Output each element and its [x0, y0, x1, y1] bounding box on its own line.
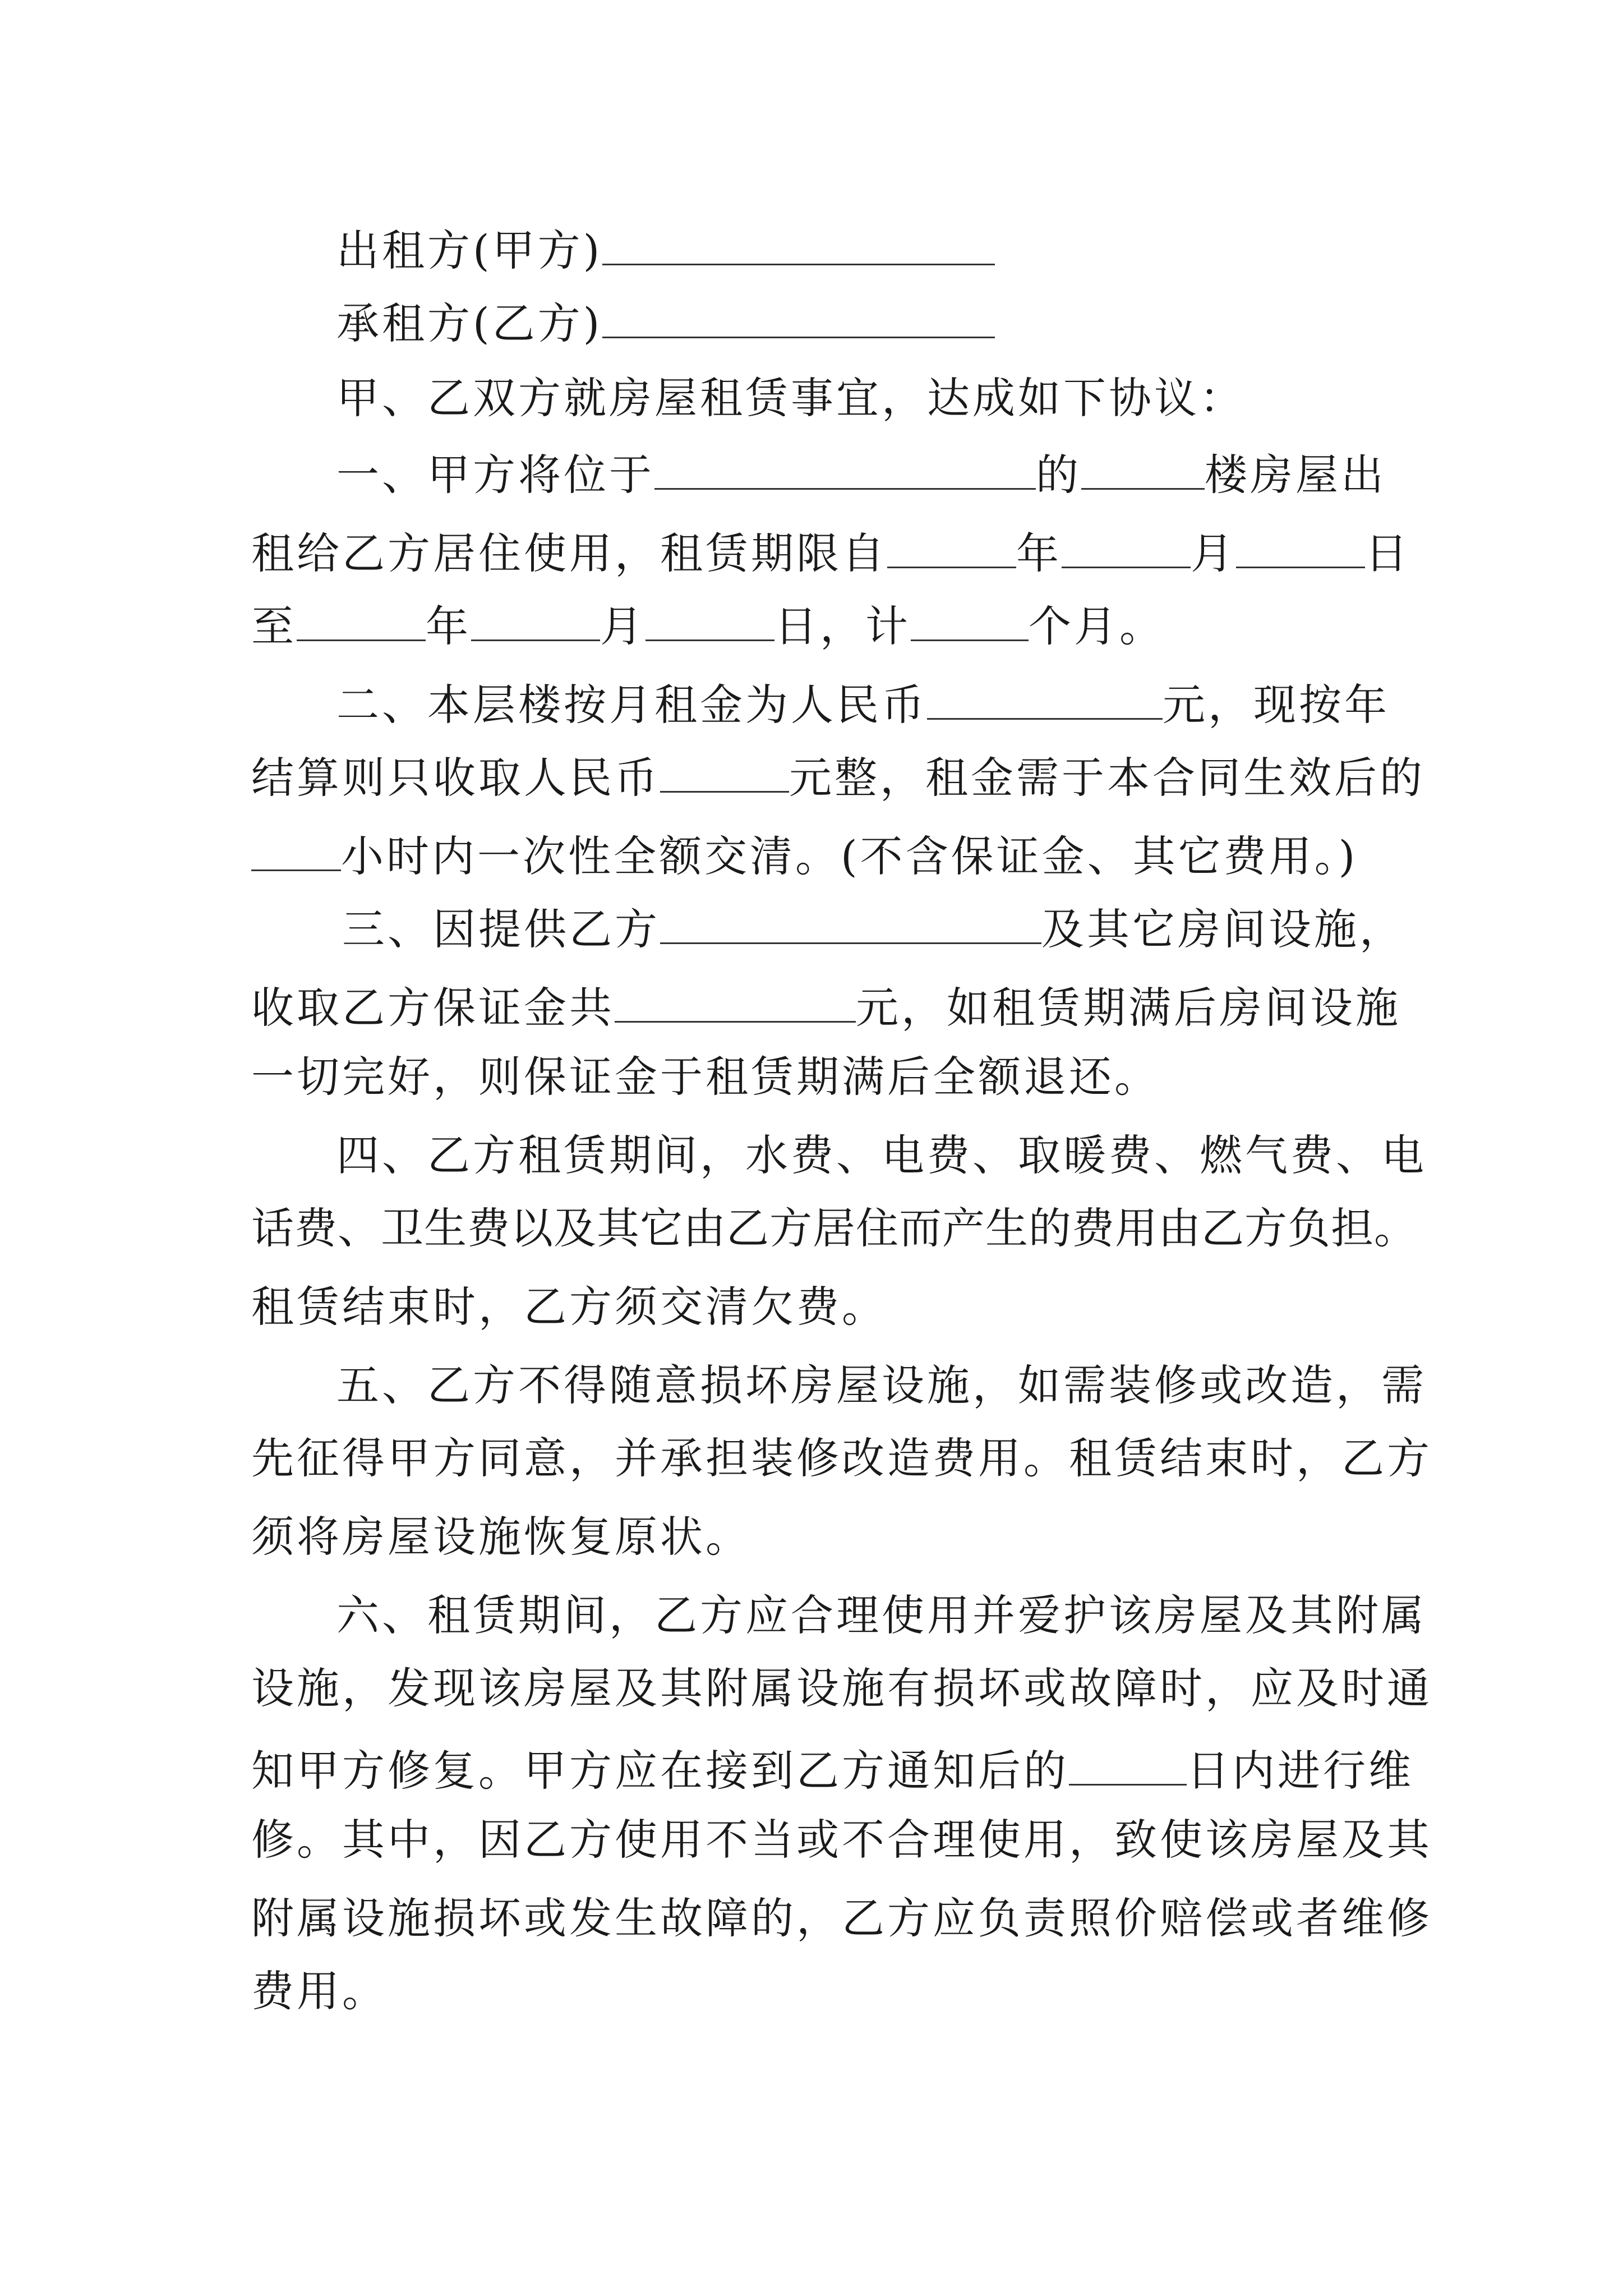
clause2-line1 [336, 673, 1475, 733]
clause1-line3 [251, 595, 1390, 655]
provided-items-blank[interactable] [660, 898, 1041, 944]
clause2-text: 二、本层楼按月租金为人民币 [336, 680, 927, 730]
lessor-line [336, 219, 1475, 279]
repair-days-blank[interactable] [1069, 1739, 1187, 1786]
months-blank[interactable] [911, 595, 1029, 641]
clause5-text: 五、乙方不得随意损坏房屋设施，如需装修或改造，需 [336, 1360, 1427, 1410]
lessee-label: 承租方(乙方) [336, 298, 603, 348]
start-month-blank[interactable] [1062, 522, 1191, 568]
clause2-text: 元整，租金需于本合同生效后的 [789, 753, 1425, 803]
clause5-line2 [251, 1430, 1432, 1487]
clause6-text: 设施，发现该房屋及其附属设施有损坏或故障时，应及时通 [251, 1663, 1432, 1713]
intro-line [336, 370, 1475, 426]
clause1-location-blank[interactable] [654, 443, 1036, 490]
end-month-blank[interactable] [471, 595, 600, 641]
clause5-line3 [251, 1509, 1390, 1565]
clause2-line2 [251, 746, 1425, 806]
clause3-line1 [342, 898, 1481, 958]
clause6-text: 修。其中，因乙方使用不当或不合理使用，致使该房屋及其 [251, 1815, 1432, 1865]
lessee-blank[interactable] [602, 292, 995, 338]
clause1-text: 楼房屋出 [1205, 450, 1386, 500]
clause5-text: 须将房屋设施恢复原状。 [251, 1512, 751, 1562]
lessor-label: 出租方(甲方) [336, 226, 603, 275]
clause1-text: 年 [426, 601, 471, 651]
clause3-text: 收取乙方保证金共 [251, 983, 615, 1033]
clause3-line2 [251, 976, 1401, 1036]
clause4-text: 话费、卫生费以及其它由乙方居住而产生的费用由乙方负担。 [251, 1203, 1417, 1253]
lessee-line [336, 292, 1475, 352]
clause2-text: 结算则只收取人民币 [251, 753, 660, 803]
clause1-text: 至 [251, 601, 297, 651]
end-day-blank[interactable] [645, 595, 774, 641]
annual-rent-blank[interactable] [660, 746, 789, 793]
clause6-text: 费用。 [251, 1966, 388, 2016]
clause1-text: 月 [1191, 528, 1236, 578]
clause6-line2 [251, 1660, 1432, 1717]
clause2-line3 [251, 825, 1390, 885]
clause1-text: 日，计 [774, 601, 911, 651]
clause1-text: 日 [1365, 528, 1410, 578]
lessor-blank[interactable] [602, 219, 995, 265]
clause6-text: 六、租赁期间，乙方应合理使用并爱护该房屋及其附属 [336, 1590, 1427, 1640]
clause3-line3 [251, 1049, 1390, 1105]
clause4-line2 [251, 1200, 1417, 1257]
monthly-rent-blank[interactable] [927, 673, 1163, 720]
clause1-text: 一、甲方将位于 [336, 450, 654, 500]
clause6-text: 日内进行维 [1187, 1746, 1414, 1796]
start-year-blank[interactable] [887, 522, 1016, 568]
clause1-text: 月 [600, 601, 645, 651]
clause3-text: 一切完好，则保证金于租赁期满后全额退还。 [251, 1052, 1160, 1102]
clause1-text: 的 [1036, 450, 1081, 500]
clause5-text: 先征得甲方同意，并承担装修改造费用。租赁结束时，乙方 [251, 1433, 1432, 1483]
clause5-line1 [336, 1358, 1475, 1414]
deposit-blank[interactable] [615, 976, 856, 1023]
clause1-line1 [336, 443, 1475, 503]
clause1-text: 个月。 [1029, 601, 1165, 651]
clause3-text: 元，如租赁期满后房间设施 [856, 983, 1401, 1033]
clause6-line4 [251, 1812, 1432, 1868]
clause6-line5 [251, 1890, 1432, 1947]
clause2-text: 小时内一次性全额交清。(不含保证金、其它费用。) [341, 831, 1358, 881]
payment-hours-blank[interactable] [251, 825, 341, 871]
clause6-line6 [251, 1963, 1390, 2019]
clause6-text: 知甲方修复。甲方应在接到乙方通知后的 [251, 1746, 1069, 1796]
clause2-text: 元，现按年 [1163, 680, 1390, 730]
end-year-blank[interactable] [297, 595, 426, 641]
clause4-text: 租赁结束时，乙方须交清欠费。 [251, 1282, 887, 1332]
clause4-text: 四、乙方租赁期间，水费、电费、取暖费、燃气费、电 [336, 1130, 1427, 1180]
clause6-line3 [251, 1739, 1414, 1799]
clause1-line2 [251, 522, 1410, 582]
clause1-floor-blank[interactable] [1081, 443, 1205, 490]
clause3-text: 三、因提供乙方 [342, 904, 660, 954]
clause1-text: 年 [1016, 528, 1062, 578]
start-day-blank[interactable] [1236, 522, 1365, 568]
clause4-line1 [336, 1128, 1475, 1184]
clause4-line3 [251, 1279, 1390, 1335]
clause3-text: 及其它房间设施， [1041, 904, 1405, 954]
clause1-text: 租给乙方居住使用，租赁期限自 [251, 528, 887, 578]
clause6-text: 附属设施损坏或发生故障的，乙方应负责照价赔偿或者维修 [251, 1893, 1432, 1943]
intro-text: 甲、乙双方就房屋租赁事宜，达成如下协议： [336, 373, 1245, 423]
clause6-line1 [336, 1588, 1475, 1644]
